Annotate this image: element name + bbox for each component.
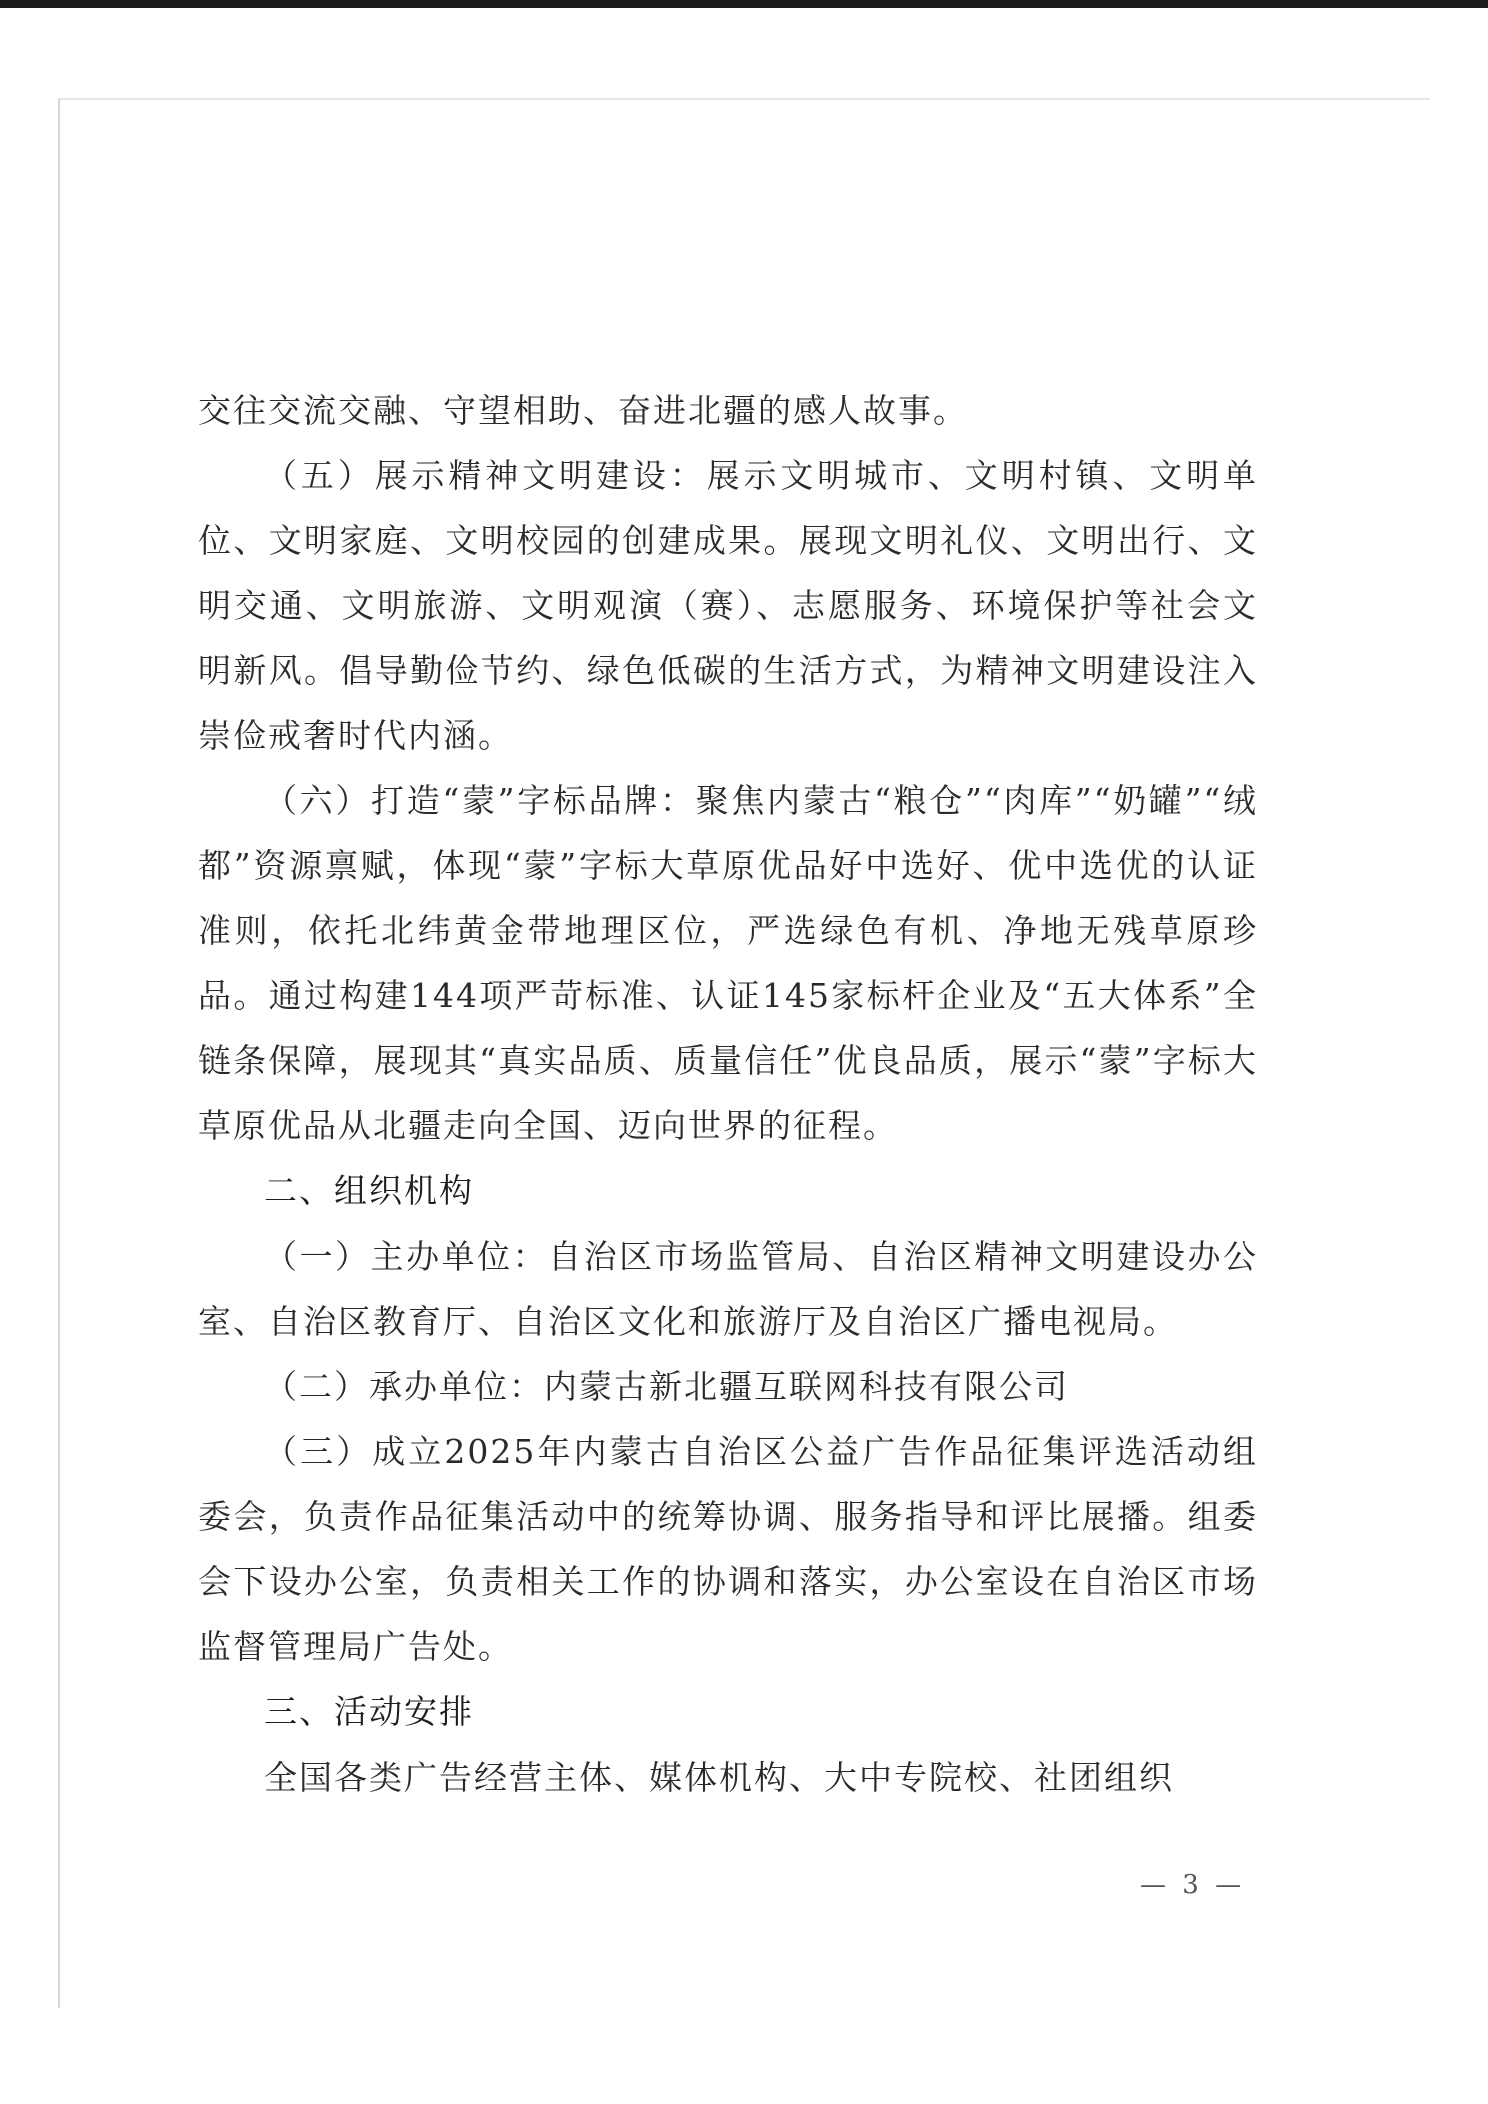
paragraph-intro-continuation: 交往交流交融、守望相助、奋进北疆的感人故事。 [198, 391, 968, 430]
paragraph-participants: 全国各类广告经营主体、媒体机构、大中专院校、社团组织 [264, 1758, 1174, 1797]
document-body [198, 378, 1258, 1810]
paragraph-organizers: （一）主办单位：自治区市场监管局、自治区精神文明建设办公室、自治区教育厅、自治区文化和旅游厅及自治区广播电视局。 [198, 1237, 1258, 1341]
section-heading-organization: 二、组织机构 [264, 1171, 474, 1210]
section-heading-arrangement: 三、活动安排 [264, 1692, 474, 1731]
paragraph-committee: （三）成立2025年内蒙古自治区公益广告作品征集评选活动组委会，负责作品征集活动中的统筹协调、服务指导和评比展播。组委会下设办公室，负责相关工作的协调和落实，办公室设在自治区市场监督管理局广告处。 [198, 1432, 1258, 1666]
page-number: — 3 — [1140, 1870, 1246, 1900]
paragraph-item-6: （六）打造“蒙”字标品牌：聚焦内蒙古“粮仓”“肉库”“奶罐”“绒都”资源禀赋，体现“蒙”字标大草原优品好中选好、优中选优的认证准则，依托北纬黄金带地理区位，严选绿色有机、净地无残草原珍品。通过构建144项严苛标准、认证145家标杆企业及“五大体系”全链条保障，展现其“真实品质、质量信任”优良品质，展示“蒙”字标大草原优品从北疆走向全国、迈向世界的征程。 [198, 781, 1258, 1145]
paragraph-host-unit: （二）承办单位：内蒙古新北疆互联网科技有限公司 [264, 1367, 1069, 1406]
top-border-bar [0, 0, 1488, 8]
paragraph-item-5: （五）展示精神文明建设：展示文明城市、文明村镇、文明单位、文明家庭、文明校园的创建成果。展现文明礼仪、文明出行、文明交通、文明旅游、文明观演（赛）、志愿服务、环境保护等社会文明新风。倡导勤俭节约、绿色低碳的生活方式，为精神文明建设注入崇俭戒奢时代内涵。 [198, 456, 1258, 755]
